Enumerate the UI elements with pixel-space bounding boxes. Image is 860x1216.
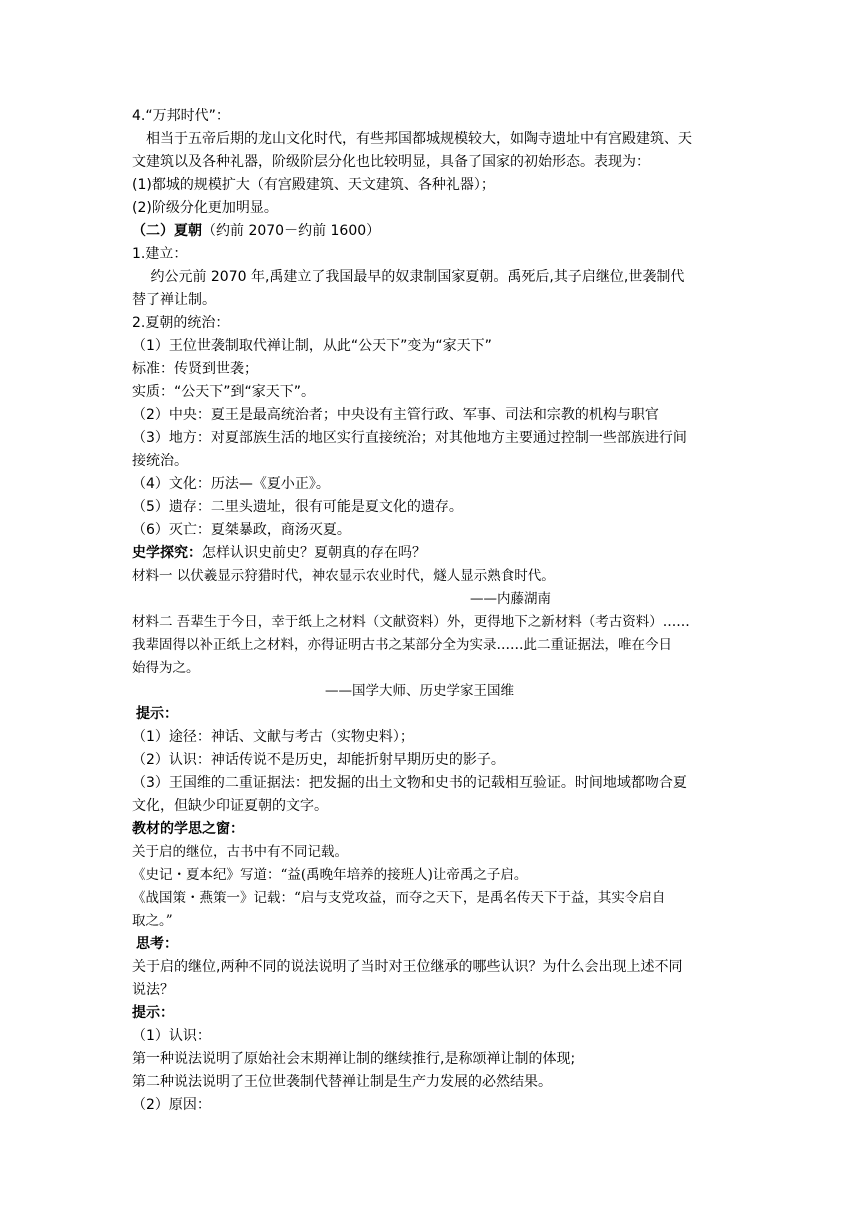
section-title: （二）夏朝 [132,223,202,239]
subheading: 2.夏朝的统治： [132,315,230,331]
list-item: （6）灭亡：夏桀暴政，商汤灭夏。 [132,522,351,538]
list-item: （2）中央：夏王是最高统治者；中央设有主管行政、军事、司法和宗教的机构与职官 [132,407,659,423]
list-item: (1)都城的规模扩大（有宫殿建筑、天文建筑、各种礼器）； [132,177,495,193]
textbook-window-heading: 教材的学思之窗： [132,821,244,837]
list-item: （3）王国维的二重证据法：把发掘的出土文物和史书的记载相互验证。时间地域都吻合夏 [132,775,687,791]
list-item: （4）文化：历法—《夏小正》。 [132,476,330,492]
paragraph-line: 关于启的继位,两种不同的说法说明了当时对王位继承的哪些认识？为什么会出现上述不同 [132,959,683,975]
attribution: ——国学大师、历史学家王国维 [325,683,514,699]
material-one: 材料一 以伏羲显示狩猎时代，神农显示农业时代，燧人显示熟食时代。 [132,568,555,584]
think-heading: 思考： [136,936,178,952]
paragraph-line: 第二种说法说明了王位世袭制代替禅让制是生产力发展的必然结果。 [132,1074,552,1090]
inquiry-heading [132,542,732,565]
material-two: 我辈固得以补正纸上之材料，亦得证明古书之某部分全为实录……此二重证据法，唯在今日 [132,637,672,653]
list-item: （2）原因： [132,1097,211,1113]
inquiry-question: 怎样认识史前史？夏朝真的存在吗？ [202,545,426,561]
heading-wanbang: 4.“万邦时代”： [132,108,230,124]
paragraph-line: 说法？ [132,982,174,998]
list-item: （5）遗存：二里头遗址，很有可能是夏文化的遗存。 [132,499,463,515]
list-item: （3）地方：对夏部族生活的地区实行直接统治；对其他地方主要通过控制一些部族进行间 [132,430,687,446]
paragraph-line: 替了禅让制。 [132,292,216,308]
quote-line: 《战国策・燕策一》记载：“启与支党攻益，而夺之天下，是禹名传天下于益，其实令启自 [132,890,666,906]
hint-heading: 提示： [132,1005,174,1021]
paragraph-line: 标准：传贤到世袭； [132,361,258,377]
inquiry-label: 史学探究： [132,545,202,561]
hint-heading: 提示： [136,706,178,722]
section-dates: （约前 2070－约前 1600） [202,223,381,239]
paragraph-line: 约公元前 2070 年,禹建立了我国最早的奴隶制国家夏朝。禹死后,其子启继位,世袭制代 [132,269,685,285]
paragraph-line: 实质：“公天下”到“家天下”。 [132,384,316,400]
list-item: (2)阶级分化更加明显。 [132,200,278,216]
paragraph-line: 文建筑以及各种礼器，阶级阶层分化也比较明显，具备了国家的初始形态。表现为： [132,154,650,170]
paragraph-line: 接统治。 [132,453,188,469]
list-item: （1）途径：神话、文献与考古（实物史料）； [132,729,414,745]
material-two: 始得为之。 [132,660,200,676]
attribution: ——内藤湖南 [470,591,551,607]
material-two: 材料二 吾辈生于今日，幸于纸上之材料（文献资料）外，更得地下之新材料（考古资料）…… [132,614,690,630]
section-heading-xia [132,220,732,243]
subheading: 1.建立： [132,246,188,262]
paragraph-line: 相当于五帝后期的龙山文化时代，有些邦国都城规模较大，如陶寺遗址中有宫殿建筑、天 [132,131,692,147]
list-item: （1）认识： [132,1028,211,1044]
list-item: （2）认识：神话传说不是历史，却能折射早期历史的影子。 [132,752,505,768]
quote-line: 取之。” [132,913,173,929]
paragraph-line: 第一种说法说明了原始社会末期禅让制的继续推行,是称颂禅让制的体现; [132,1051,576,1067]
paragraph-line: 文化，但缺少印证夏朝的文字。 [132,798,328,814]
quote-line: 《史记・夏本纪》写道：“益(禹晚年培养的接班人)让帝禹之子启。 [132,867,528,883]
list-item: （1）王位世袭制取代禅让制，从此“公天下”变为“家天下” [132,338,492,354]
paragraph-line: 关于启的继位，古书中有不同记载。 [132,844,348,860]
